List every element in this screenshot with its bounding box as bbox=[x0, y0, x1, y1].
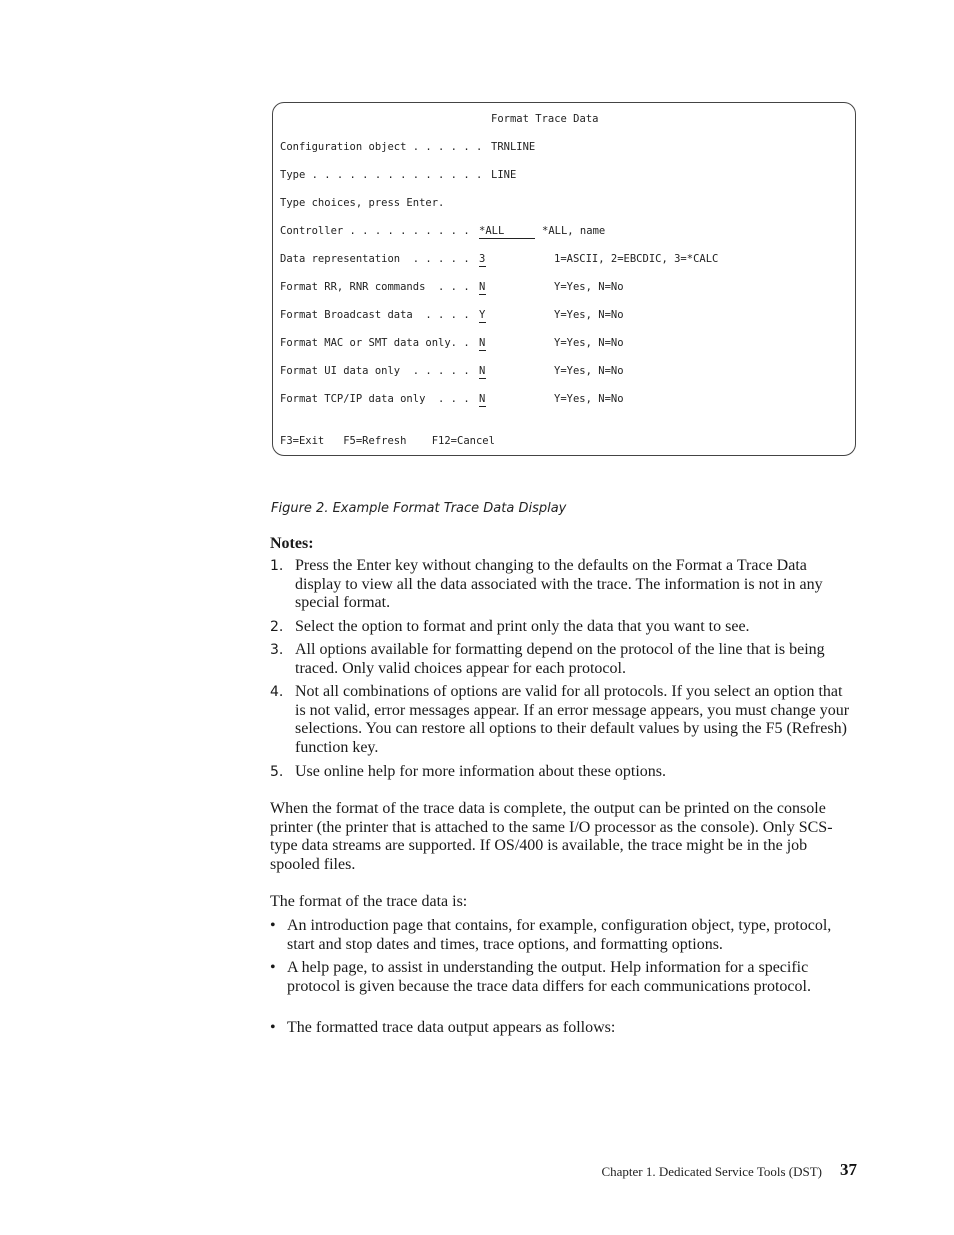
chapter-footer: Chapter 1. Dedicated Service Tools (DST) bbox=[601, 1164, 822, 1179]
bullet-mark: • bbox=[270, 917, 276, 934]
note-number: 3. bbox=[270, 642, 284, 658]
note-text: Press the Enter key without changing to the defaults on the Format a Trace Data display to view all the data associated with the trace. The information is not in any special format. bbox=[295, 557, 823, 611]
field-label: Format TCP/IP data only . . . bbox=[280, 393, 470, 405]
type-label: Type . . . . . . . . . . . . . . bbox=[280, 169, 483, 181]
field-label: Data representation . . . . . bbox=[280, 253, 470, 265]
field-hint: Y=Yes, N=No bbox=[554, 365, 624, 377]
format-tcpip-input[interactable]: N bbox=[479, 393, 486, 405]
format-mac-smt-input[interactable]: N bbox=[479, 337, 486, 349]
figure-caption: Figure 2. Example Format Trace Data Display bbox=[271, 501, 567, 516]
note-number: 1. bbox=[270, 558, 284, 574]
note-text: All options available for formatting depend on the protocol of the line that is being traced. Only valid choices appear for each protocol. bbox=[295, 641, 825, 677]
field-hint: Y=Yes, N=No bbox=[554, 309, 624, 321]
format-ui-input[interactable]: N bbox=[479, 365, 486, 377]
function-keys: F3=Exit F5=Refresh F12=Cancel bbox=[280, 435, 495, 447]
field-hint: Y=Yes, N=No bbox=[554, 281, 624, 293]
field-label: Format UI data only . . . . . bbox=[280, 365, 470, 377]
notes-heading: Notes: bbox=[270, 535, 314, 552]
field-label: Format MAC or SMT data only. . bbox=[280, 337, 470, 349]
note-text: Use online help for more information about these options. bbox=[295, 763, 667, 780]
bullet-mark: • bbox=[270, 1019, 276, 1036]
field-hint: 1=ASCII, 2=EBCDIC, 3=*CALC bbox=[554, 253, 719, 265]
bullet-mark: • bbox=[270, 959, 276, 976]
field-hint: *ALL, name bbox=[542, 225, 606, 237]
note-number: 4. bbox=[270, 684, 284, 700]
bullet-text: A help page, to assist in understanding the output. Help information for a specific protocol is given because the trace data differs for each communications protocol. bbox=[287, 959, 811, 995]
note-text: Select the option to format and print only the data that you want to see. bbox=[295, 618, 750, 635]
note-number: 2. bbox=[270, 619, 284, 635]
screen-title: Format Trace Data bbox=[491, 113, 599, 125]
page-number: 37 bbox=[840, 1160, 857, 1179]
format-broadcast-input[interactable]: Y bbox=[479, 309, 486, 321]
format-intro-paragraph: The format of the trace data is: bbox=[270, 893, 468, 910]
data-representation-input[interactable]: 3 bbox=[479, 253, 486, 265]
output-paragraph: When the format of the trace data is complete, the output can be printed on the console printer (the printer that is attached to the same I/O processor as the console). Only SCS-type data streams are supported. If OS/400 is available, the trace might be in the job spooled files. bbox=[270, 800, 833, 873]
bullet-text: The formatted trace data output appears as follows: bbox=[287, 1019, 616, 1036]
field-label: Controller . . . . . . . . . . bbox=[280, 225, 470, 237]
config-label: Configuration object . . . . . . bbox=[280, 141, 483, 153]
controller-input[interactable]: *ALL bbox=[479, 225, 535, 239]
note-text: Not all combinations of options are valid for all protocols. If you select an option that is not valid, error messages appear. If an error message appears, you must change your selections. You can restore all options to their default values by using the F5 (Refresh) function key. bbox=[295, 683, 850, 756]
type-value: LINE bbox=[491, 169, 517, 181]
field-label: Format RR, RNR commands . . . bbox=[280, 281, 470, 293]
field-label: Format Broadcast data . . . . bbox=[280, 309, 470, 321]
note-number: 5. bbox=[270, 764, 284, 780]
field-hint: Y=Yes, N=No bbox=[554, 393, 624, 405]
format-rr-rnr-input[interactable]: N bbox=[479, 281, 486, 293]
bullet-text: An introduction page that contains, for example, configuration object, type, protocol, start and stop dates and times, trace options, and formatting options. bbox=[287, 917, 832, 953]
config-value: TRNLINE bbox=[491, 141, 536, 153]
instruction-text: Type choices, press Enter. bbox=[280, 197, 445, 209]
field-hint: Y=Yes, N=No bbox=[554, 337, 624, 349]
